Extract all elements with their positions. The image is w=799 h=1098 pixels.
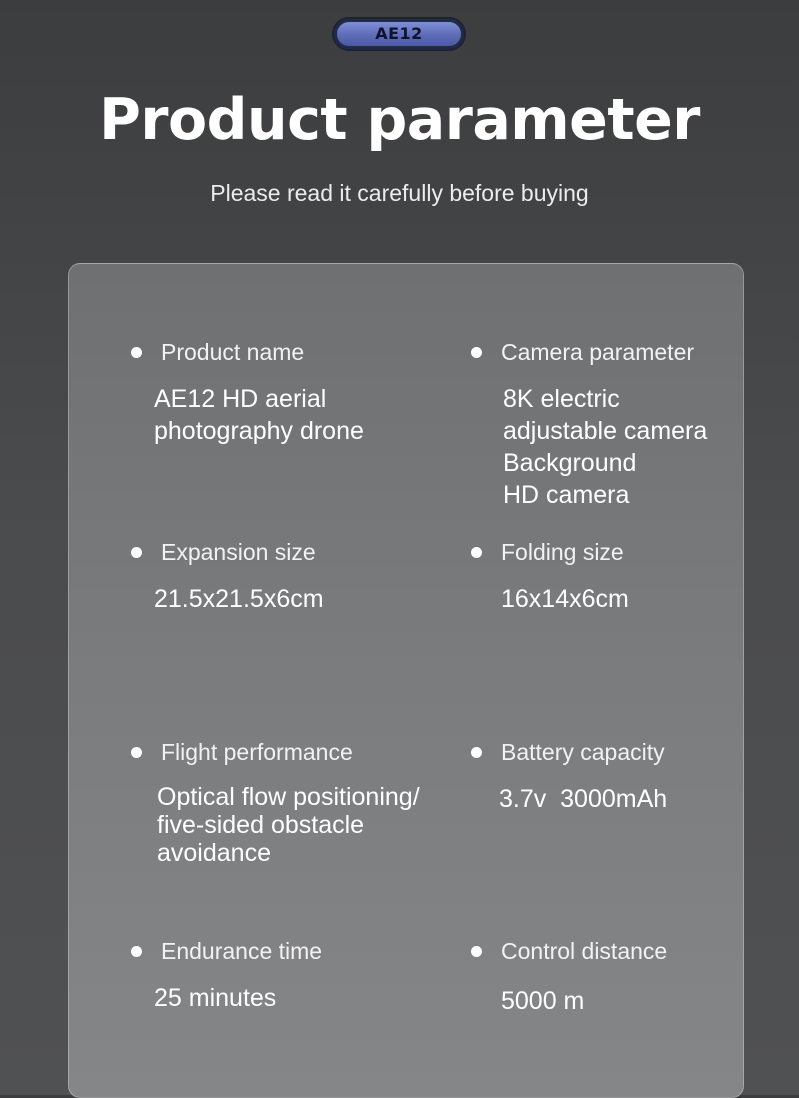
param-value: Optical flow positioning/ five-sided obstacle avoidance	[157, 783, 420, 867]
param-flight-performance	[131, 737, 420, 867]
param-value: 25 minutes	[154, 984, 277, 1012]
param-label: Folding size	[501, 539, 624, 565]
param-value: 5000 m	[501, 987, 585, 1015]
model-badge-label: AE12	[337, 22, 461, 46]
param-control-distance	[471, 936, 667, 1017]
param-label: Battery capacity	[501, 739, 665, 765]
model-badge	[332, 17, 466, 51]
param-label: Expansion size	[161, 539, 316, 565]
bullet-icon	[471, 946, 482, 957]
bullet-icon	[131, 946, 142, 957]
param-battery-capacity	[471, 737, 667, 815]
bullet-icon	[471, 747, 482, 758]
param-label: Endurance time	[161, 938, 323, 964]
bullet-icon	[131, 747, 142, 758]
param-value: AE12 HD aerial photography drone	[154, 385, 364, 445]
param-product-name	[131, 337, 364, 447]
param-value: 3.7v 3000mAh	[499, 785, 668, 813]
param-label: Flight performance	[161, 739, 353, 765]
param-value: 8K electric adjustable camera Background HD camera	[503, 385, 708, 509]
param-label: Control distance	[501, 938, 668, 964]
param-expansion-size	[131, 537, 324, 615]
param-folding-size	[471, 537, 629, 615]
param-value: 16x14x6cm	[501, 585, 629, 613]
page-subtitle: Please read it carefully before buying	[210, 180, 589, 206]
param-endurance-time	[131, 936, 322, 1014]
bullet-icon	[131, 347, 142, 358]
bullet-icon	[131, 547, 142, 558]
param-label: Camera parameter	[501, 339, 695, 365]
page-title: Product parameter	[99, 87, 700, 153]
parameter-panel	[68, 263, 744, 1098]
bullet-icon	[471, 547, 482, 558]
param-value: 21.5x21.5x6cm	[154, 585, 324, 613]
param-camera	[471, 337, 707, 511]
param-label: Product name	[161, 339, 305, 365]
bullet-icon	[471, 347, 482, 358]
